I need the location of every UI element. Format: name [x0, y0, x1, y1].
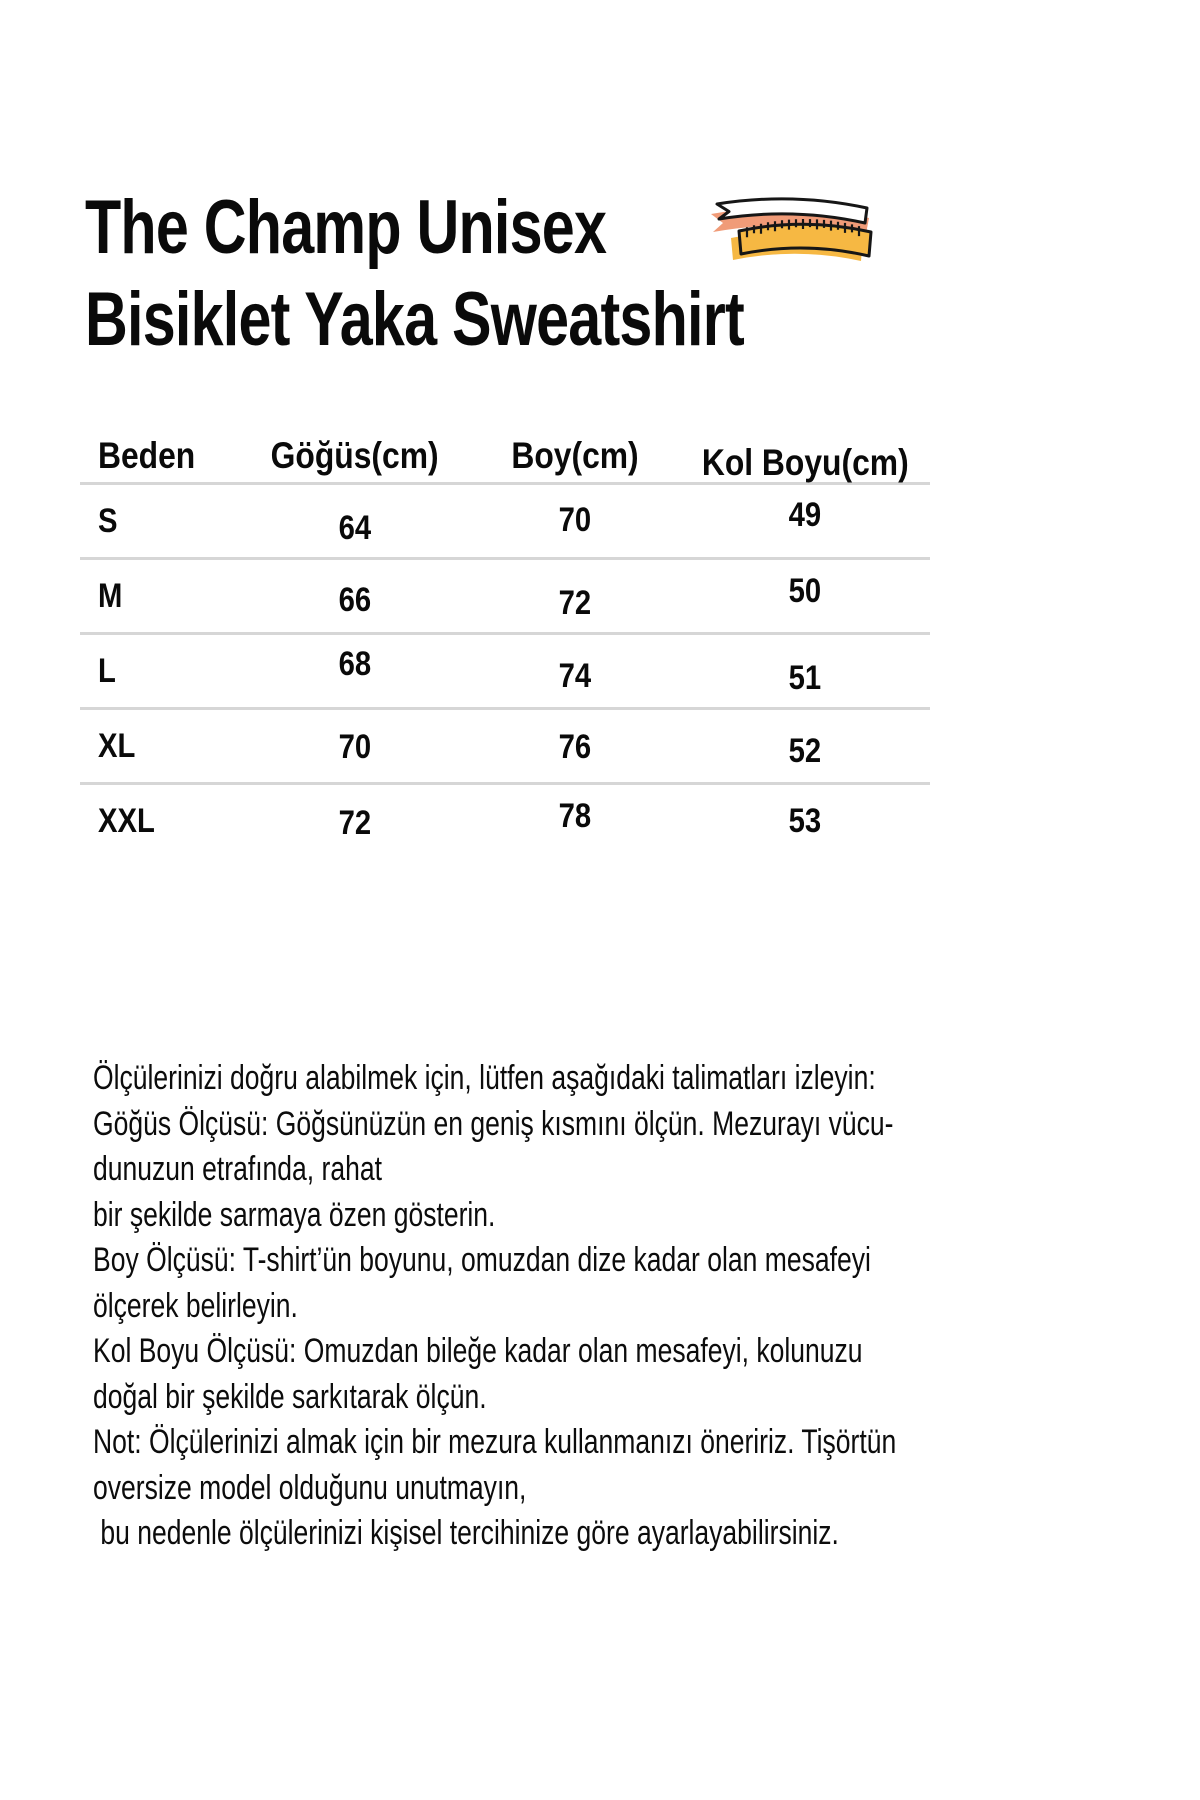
instruction-line: oversize model olduğunu unutmayın, — [93, 1468, 527, 1507]
size-row-l — [80, 635, 930, 710]
size-row-xxl — [80, 785, 930, 857]
size-row-m — [80, 560, 930, 635]
instruction-line: ölçerek belirleyin. — [93, 1286, 298, 1325]
column-header-beden: Beden — [98, 435, 196, 476]
instruction-line: bu nedenle ölçülerinizi kişisel tercihinize göre ayarlayabilirsiniz. — [93, 1514, 839, 1552]
kol-boyu-value: 51 — [788, 658, 822, 697]
gogus-value: 70 — [338, 727, 372, 766]
column-header-gogus: Göğüs(cm) — [271, 435, 439, 476]
size-label: L — [98, 651, 116, 690]
kol-boyu-value: 53 — [788, 801, 822, 840]
boy-value: 70 — [558, 500, 592, 539]
size-table-header-row — [80, 430, 930, 485]
size-row-s — [80, 485, 930, 560]
size-row-xl — [80, 710, 930, 785]
gogus-value: 66 — [338, 580, 372, 619]
product-title-line-1: The Champ Unisex — [85, 185, 607, 270]
gogus-value: 68 — [338, 644, 372, 683]
instruction-line: Kol Boyu Ölçüsü: Omuzdan bileğe kadar olan mesafeyi, kolunuzu — [93, 1332, 863, 1370]
measuring-tape-icon — [683, 192, 878, 272]
kol-boyu-value: 50 — [788, 571, 822, 610]
instruction-line: Not: Ölçülerinizi almak için bir mezura kullanmanızı öneririz. Tişörtün — [93, 1423, 897, 1461]
size-label: S — [98, 501, 118, 540]
boy-value: 74 — [558, 656, 592, 695]
instruction-line: Ölçülerinizi doğru alabilmek için, lütfen aşağıdaki talimatları izleyin: — [93, 1059, 876, 1097]
kol-boyu-value: 49 — [788, 495, 822, 534]
size-label: XXL — [98, 801, 155, 840]
product-title-line-2: Bisiklet Yaka Sweatshirt — [85, 277, 744, 362]
boy-value: 76 — [558, 727, 592, 766]
kol-boyu-value: 52 — [788, 731, 822, 770]
instruction-line: dunuzun etrafında, rahat — [93, 1150, 382, 1188]
instruction-line: bir şekilde sarmaya özen gösterin. — [93, 1195, 496, 1234]
instruction-line: doğal bir şekilde sarkıtarak ölçün. — [93, 1377, 487, 1416]
boy-value: 78 — [558, 796, 592, 835]
size-label: XL — [98, 726, 136, 765]
measurement-instructions — [93, 1056, 1068, 1557]
size-label: M — [98, 576, 123, 615]
title-block — [85, 182, 744, 366]
instruction-line: Boy Ölçüsü: T-shirt’ün boyunu, omuzdan dize kadar olan mesafeyi — [93, 1241, 871, 1279]
boy-value: 72 — [558, 583, 592, 622]
size-table — [80, 430, 930, 857]
gogus-value: 72 — [338, 803, 372, 842]
gogus-value: 64 — [338, 508, 372, 547]
column-header-kol-boyu: Kol Boyu(cm) — [701, 442, 909, 483]
instruction-line: Göğüs Ölçüsü: Göğsünüzün en geniş kısmını ölçün. Mezurayı vücu- — [93, 1104, 894, 1143]
column-header-boy: Boy(cm) — [511, 435, 639, 476]
